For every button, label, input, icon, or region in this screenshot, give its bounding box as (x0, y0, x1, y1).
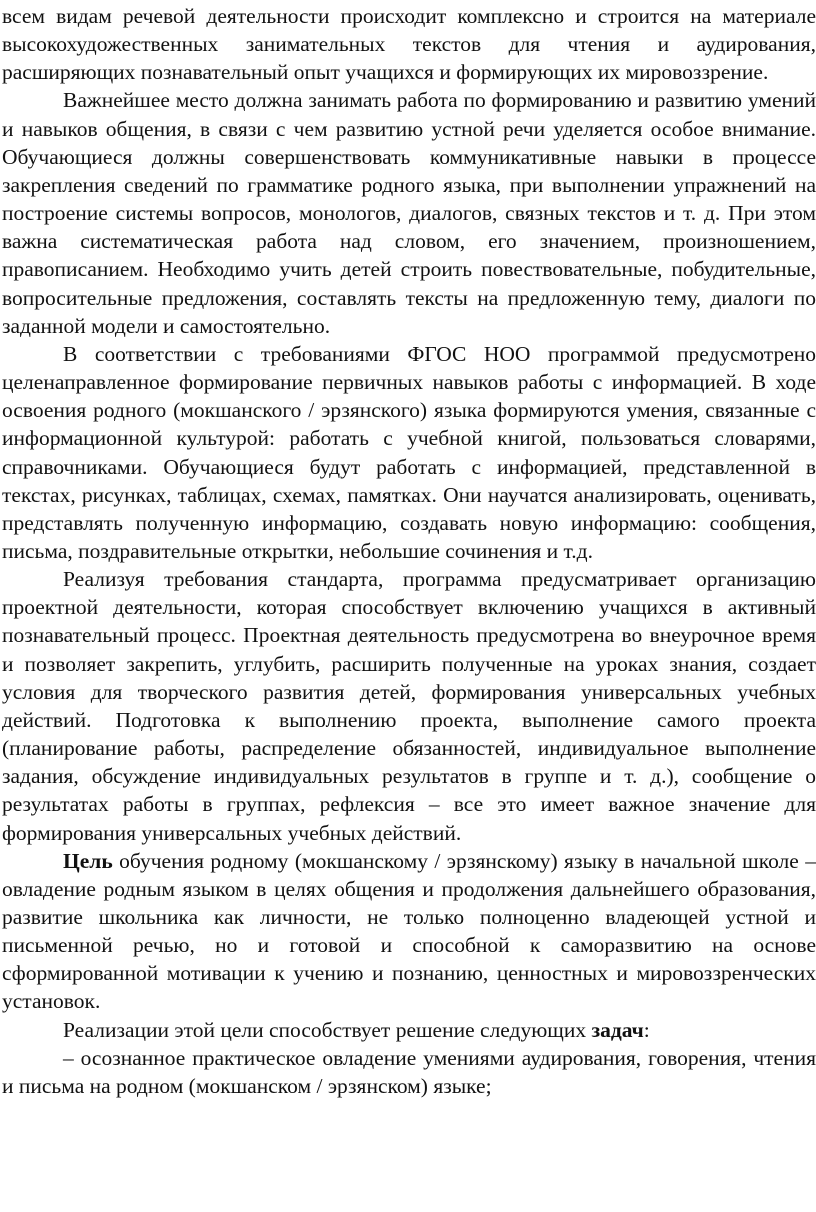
goal-text: обучения родному (мокшанскому / эрзянскому) языку в начальной школе – овладение родным языком в целях общения и продолжения дальнейшего образования, развитие школьника как личности, не только полноценно владеющей устной и письменной речью, но и готовой и способной к саморазвитию на основе сформированной мотивации к учению и познанию, ценностных и мировоззренческих установок. (2, 848, 816, 1014)
paragraph-goal (2, 847, 816, 1016)
goal-bold-word: Цель (63, 848, 113, 873)
tasks-intro-text: Реализации этой цели способствует решение следующих (63, 1017, 592, 1042)
paragraph-continuation: всем видам речевой деятельности происходит комплексно и строится на материале высокохудожественных занимательных текстов для чтения и аудирования, расширяющих познавательный опыт учащихся и формирующих их мировоззрение. (2, 4, 816, 85)
tasks-bold-word: задач (591, 1017, 644, 1042)
paragraph-tasks-intro (2, 1016, 816, 1044)
paragraph-fgos-information: В соответствии с требованиями ФГОС НОО программой предусмотрено целенаправленное формирование первичных навыков работы с информацией. В ходе освоения родного (мокшанского / эрзянского) языка формируются умения, связанные с информационной культурой: работать с учебной книгой, пользоваться словарями, справочниками. Обучающиеся будут работать с информацией, представленной в текстах, рисунках, таблицах, схемах, памятках. Они научатся анализировать, оценивать, представлять полученную информацию, создавать новую информацию: сообщения, письма, поздравительные открытки, небольшие сочинения и т.д. (2, 341, 816, 563)
paragraph-project-activity: Реализуя требования стандарта, программа предусматривает организацию проектной деятельности, которая способствует включению учащихся в активный познавательный процесс. Проектная деятельность предусмотрена во внеурочное время и позволяет закрепить, углубить, расширить полученные на уроках знания, создает условия для творческого развития детей, формирования универсальных учебных действий. Подготовка к выполнению проекта, выполнение самого проекта (планирование работы, распределение обязанностей, индивидуальное выполнение задания, обсуждение индивидуальных результатов в группе и т. д.), сообщение о результатах работы в группах, рефлексия – все это имеет важное значение для формирования универсальных учебных действий. (2, 567, 816, 845)
tasks-colon: : (643, 1017, 650, 1042)
list-item-task-1: – осознанное практическое овладение умениями аудирования, говорения, чтения и письма на родном (мокшанском / эрзянском) языке; (2, 1045, 816, 1098)
paragraph-communication-skills: Важнейшее место должна занимать работа по формированию и развитию умений и навыков общения, в связи с чем развитию устной речи уделяется особое внимание. Обучающиеся должны совершенствовать коммуникативные навыки в процессе закрепления сведений по грамматике родного языка, при выполнении упражнений на построение системы вопросов, монологов, диалогов, связных текстов и т. д. При этом важна систематическая работа над словом, его значением, произношением, правописанием. Необходимо учить детей строить повествовательные, побудительные, вопросительные предложения, составлять тексты на предложенную тему, диалоги по заданной модели и самостоятельно. (2, 88, 816, 338)
